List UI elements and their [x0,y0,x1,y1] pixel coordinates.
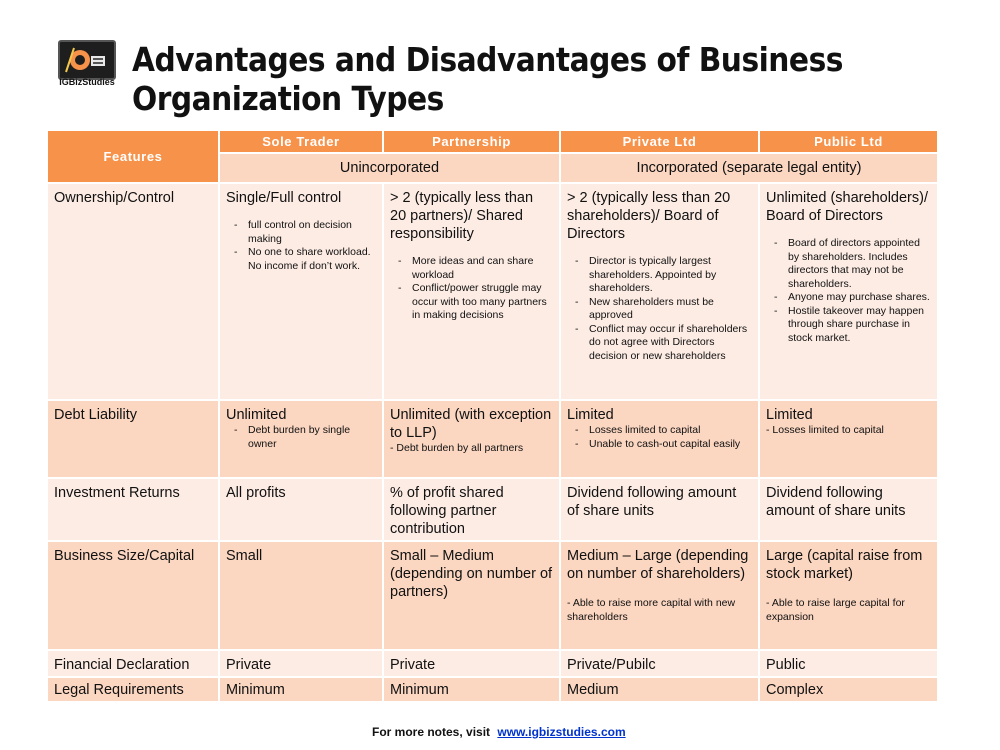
sole-trader-cell [219,400,383,478]
list-item: - full control on decision making [226,219,376,246]
list-item: - No one to share workload. No income if don’t work. [226,246,376,273]
cell-note: - Losses limited to capital [766,424,884,436]
list-item: - Board of directors appointed by shareholders. Includes directors that may not be shareholders. [766,237,931,291]
partnership-cell: % of profit shared following partner contribution [383,478,560,541]
header-partnership: Partnership [383,131,560,153]
list-item: - Unable to cash-out capital easily [567,438,752,452]
cell-value: Limited [766,407,813,423]
private-ltd-cell: Private/Pubilc [560,650,759,677]
cell-note: - Able to raise more capital with new shareholders [567,597,736,623]
private-ltd-cell [560,541,759,650]
cell-note: - Able to raise large capital for expansion [766,597,905,623]
notes-list [567,255,752,363]
sole-trader-cell: Private [219,650,383,677]
public-ltd-cell [759,183,938,400]
list-item: - Debt burden by single owner [226,424,376,451]
footer [372,725,626,739]
list-item: - Director is typically largest shareholders. Appointed by shareholders. [567,255,752,296]
cell-value: Unlimited (shareholders)/ Board of Directors [766,190,928,224]
list-item: - Anyone may purchase shares. [766,291,931,305]
table-row [48,541,938,650]
page-title: Advantages and Disadvantages of Business Organization Types [132,40,843,118]
partnership-cell [383,183,560,400]
cell-value: Medium – Large (depending on number of shareholders) [567,548,749,582]
footer-text: For more notes, visit [372,725,491,739]
logo-text: IGBizStudies [59,77,115,87]
table-row [48,650,938,677]
header-public-ltd: Public Ltd [759,131,938,153]
cell-value: > 2 (typically less than 20 partners)/ Shared responsibility [390,190,534,242]
website-link[interactable]: www.igbizstudies.com [497,725,626,739]
cell-value: Limited [567,407,614,423]
comparison-table [48,131,939,703]
cell-note: - Debt burden by all partners [390,442,524,454]
notes-list [226,219,376,273]
feature-cell: Legal Requirements [48,677,219,702]
feature-cell: Debt Liability [48,400,219,478]
private-ltd-cell: Dividend following amount of share units [560,478,759,541]
table-row [48,183,938,400]
cell-value: Large (capital raise from stock market) [766,548,923,582]
list-item: - More ideas and can share workload [390,255,553,282]
feature-cell: Financial Declaration [48,650,219,677]
notes-list [766,237,931,345]
partnership-cell: Minimum [383,677,560,702]
cell-value: Unlimited [226,407,287,423]
partnership-cell: Small – Medium (depending on number of partners) [383,541,560,650]
private-ltd-cell [560,400,759,478]
public-ltd-cell: Dividend following amount of share units [759,478,938,541]
sole-trader-cell [219,183,383,400]
list-item: - Losses limited to capital [567,424,752,438]
private-ltd-cell: Medium [560,677,759,702]
notes-list [567,424,752,451]
partnership-cell [383,400,560,478]
feature-cell: Ownership/Control [48,183,219,400]
sole-trader-cell: Minimum [219,677,383,702]
header-private-ltd: Private Ltd [560,131,759,153]
private-ltd-cell [560,183,759,400]
feature-cell: Investment Returns [48,478,219,541]
sole-trader-cell: All profits [219,478,383,541]
partnership-cell: Private [383,650,560,677]
logo-board-icon [58,40,116,80]
public-ltd-cell [759,400,938,478]
header-unincorporated: Unincorporated [219,153,560,183]
header-incorporated: Incorporated (separate legal entity) [560,153,938,183]
cell-value: Single/Full control [226,190,342,206]
list-item: - Conflict may occur if shareholders do not agree with Directors decision or new shareholders [567,323,752,364]
header-features: Features [48,131,219,183]
public-ltd-cell [759,541,938,650]
notes-list [390,255,553,323]
sole-trader-cell: Small [219,541,383,650]
cell-value: > 2 (typically less than 20 shareholders)/ Board of Directors [567,190,731,242]
table-row [48,400,938,478]
logo [56,38,118,88]
header-sole-trader: Sole Trader [219,131,383,153]
public-ltd-cell: Public [759,650,938,677]
list-item: - New shareholders must be approved [567,296,752,323]
list-item: - Conflict/power struggle may occur with too many partners in making decisions [390,282,553,323]
cell-value: Unlimited (with exception to LLP) [390,407,552,441]
table-row [48,677,938,702]
feature-cell: Business Size/Capital [48,541,219,650]
public-ltd-cell: Complex [759,677,938,702]
notes-list [226,424,376,451]
table-row [48,478,938,541]
list-item: - Hostile takeover may happen through share purchase in stock market. [766,305,931,346]
